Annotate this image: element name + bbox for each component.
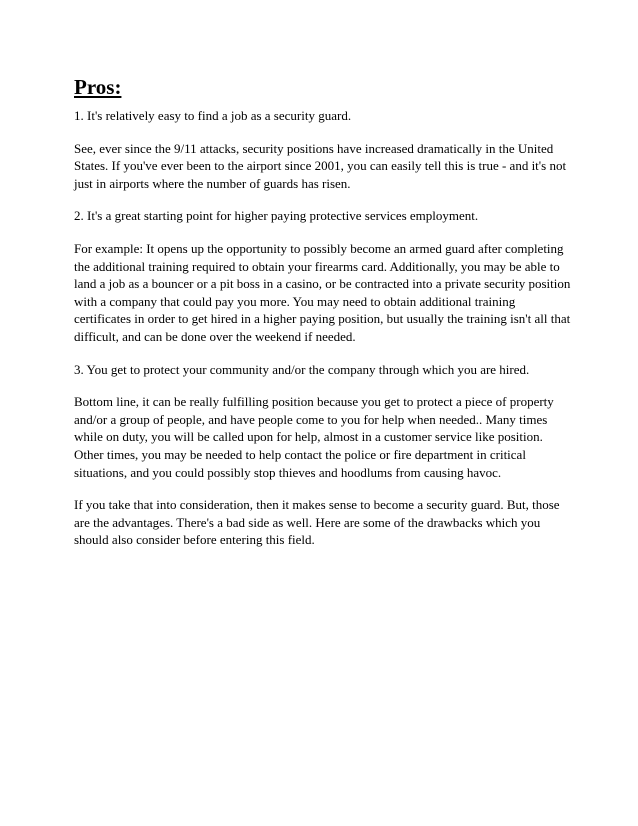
section-heading: Pros: bbox=[74, 75, 122, 99]
paragraph-conclusion: If you take that into consideration, then it makes sense to become a security guard. But, those are the advantages. There's a bad side as well. Here are some of the drawbacks which you should also consider before entering this field. bbox=[74, 497, 560, 548]
paragraph-point-2: 2. It's a great starting point for higher paying protective services employment. bbox=[74, 208, 479, 224]
paragraph-point-3: 3. You get to protect your community and/or the company through which you are hired. bbox=[74, 361, 530, 377]
paragraph-point-1: 1. It's relatively easy to find a job as a security guard. bbox=[74, 108, 352, 123]
document-page bbox=[74, 74, 574, 564]
paragraph-point-2-detail: For example: It opens up the opportunity to possibly become an armed guard after completing the additional training required to obtain your firearms card. Additionally, you may be able to land a job as a bouncer or a pit boss in a casino, or be contracted into a private security position with a company that could pay you more. You may need to obtain additional training certificates in order to get hired in a higher paying position, but usually the training isn't all that difficult, and can be done over the weekend if needed. bbox=[74, 240, 571, 344]
paragraph-point-1-detail: See, ever since the 9/11 attacks, security positions have increased dramatically in the United States. If you've ever been to the airport since 2001, you can easily tell this is true - and it's not just in airports where the number of guards has risen. bbox=[74, 140, 567, 191]
paragraph-point-3-detail: Bottom line, it can be really fulfilling position because you get to protect a piece of property and/or a group of people, and have people come to you for help when needed.. Many times while on duty, you will be called upon for help, almost in a customer service like position. Other times, you may be needed to help contact the police or fire department in critical situations, and you could possibly stop thieves and hoodlums from causing havoc. bbox=[74, 394, 554, 480]
